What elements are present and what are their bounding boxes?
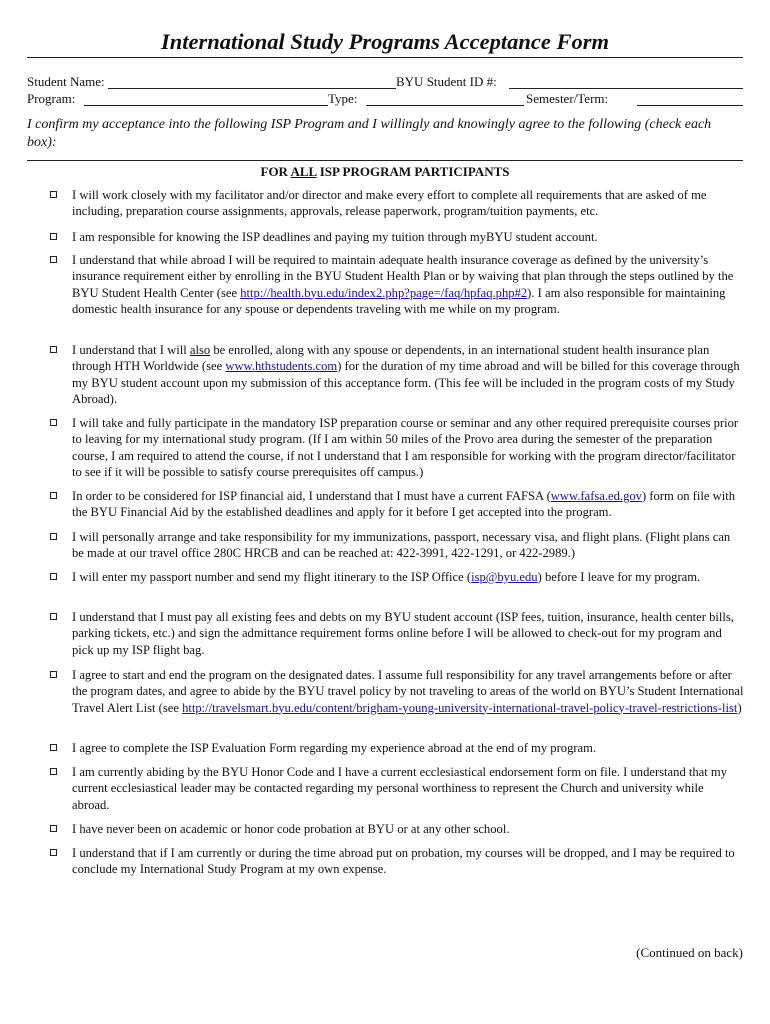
- program-field[interactable]: [84, 91, 328, 106]
- confirm-statement: I confirm my acceptance into the following ISP Program and I willingly and knowingly agree to the following (check each box):: [27, 117, 712, 150]
- agreement-text: [72, 252, 744, 317]
- agreement-checkbox[interactable]: [50, 256, 57, 263]
- agreement-text-segment: I agree to start and end the program on the designated dates. I assume full responsibility for any travel arrangements before or after the program dates, and agree to abide by the BYU travel policy by not traveling to areas of the world on BYU’s Student International Travel Alert List (see: [72, 668, 744, 715]
- agreement-text: [72, 569, 744, 585]
- agreement-text-segment: I will enter my passport number and send my flight itinerary to the ISP Office (: [72, 570, 472, 584]
- agreement-text-segment: I understand that if I am currently or during the time abroad put on probation, my courses will be dropped, and I may be required to conclude my International Study Program at my own expense.: [72, 846, 735, 877]
- agreement-checkbox[interactable]: [50, 825, 57, 832]
- agreement-text-segment: ) form on file with the BYU Financial Aid by the established deadlines and apply for it before I get accepted into the program.: [72, 489, 736, 520]
- agreement-text-segment: I have never been on academic or honor code probation at BYU or at any other school.: [72, 822, 510, 836]
- agreement-text: [72, 229, 744, 245]
- agreement-text-segment: I agree to complete the ISP Evaluation Form regarding my experience abroad at the end of my program.: [72, 741, 597, 755]
- section-divider: [27, 160, 743, 161]
- agreement-checkbox[interactable]: [50, 613, 57, 620]
- agreement-text-segment: In order to be considered for ISP financial aid, I understand that I must have a current FAFSA (: [72, 489, 551, 503]
- agreement-text-segment: ). I am also responsible for maintaining domestic health insurance for any spouse or dependents traveling with me while on my program.: [72, 285, 726, 316]
- agreement-emphasis: also: [189, 343, 211, 357]
- agreement-checkbox[interactable]: [50, 233, 57, 240]
- agreement-text: [72, 764, 744, 813]
- semester-label: Semester/Term:: [526, 91, 609, 106]
- agreement-text-segment: be enrolled, along with any spouse or dependents, in an international student health insurance plan through HTH Worldwide (see: [72, 343, 710, 374]
- agreement-text-segment: ) for the duration of my time abroad and will be billed for this coverage through my BYU student account upon my submission of this acceptance form. (This fee will be included in the program costs of my Study Abroad).: [72, 359, 740, 406]
- agreement-text-segment: I will personally arrange and take responsibility for my immunizations, passport, necessary visa, and flight plans. (Flight plans can be made at our travel office 280C HRCB and can be reached at: 422-3991, 422-1291, or 422-2989.): [72, 530, 731, 561]
- agreement-text-segment: I will take and fully participate in the mandatory ISP preparation course or seminar and any other required prerequisite courses prior to leaving for my international study program. (If I am within 50 miles of the Provo area during the semester of the preparation course, I am required to attend the course, if not I understand that I am responsible for working with the program director/facilitator to see if it will be possible to satisfy course prerequisites off campus.): [72, 416, 739, 479]
- section-heading-underlined: ALL: [290, 164, 317, 179]
- agreement-text-segment: ) before I leave for my program.: [537, 570, 701, 584]
- student-name-label: Student Name:: [27, 74, 105, 89]
- agreement-text: [72, 740, 744, 756]
- agreement-text-segment: I am responsible for knowing the ISP deadlines and paying my tuition through myBYU student account.: [72, 230, 598, 244]
- agreement-text-segment: I understand that I will: [72, 343, 190, 357]
- agreement-link[interactable]: www.hthstudents.com: [225, 359, 338, 374]
- agreement-checkbox[interactable]: [50, 768, 57, 775]
- agreement-checkbox[interactable]: [50, 533, 57, 540]
- agreement-checkbox[interactable]: [50, 744, 57, 751]
- agreement-checkbox[interactable]: [50, 573, 57, 580]
- agreement-checkbox[interactable]: [50, 849, 57, 856]
- form-title: International Study Programs Acceptance Form: [161, 29, 609, 54]
- type-label: Type:: [328, 91, 358, 106]
- section-heading-pre: FOR: [260, 164, 291, 179]
- type-field[interactable]: [366, 91, 524, 106]
- agreement-text-segment: I will work closely with my facilitator and/or director and make every effort to complete all requirements that are asked of me including, preparation course assignments, approvals, release paperwork, program/tuition payments, etc.: [72, 188, 707, 219]
- agreement-checkbox[interactable]: [50, 346, 57, 353]
- agreement-text: [72, 609, 744, 658]
- agreement-text: [72, 415, 744, 480]
- agreement-text: [72, 821, 744, 837]
- section-heading-post: ISP PROGRAM PARTICIPANTS: [316, 164, 510, 179]
- program-label: Program:: [27, 91, 76, 106]
- agreement-checkbox[interactable]: [50, 191, 57, 198]
- semester-field[interactable]: [637, 91, 743, 106]
- student-name-field[interactable]: [108, 74, 396, 89]
- continued-note: (Continued on back): [636, 945, 743, 960]
- section-heading: [27, 164, 743, 180]
- byu-id-field[interactable]: [509, 74, 743, 89]
- agreement-checkbox[interactable]: [50, 419, 57, 426]
- agreement-text: [72, 342, 744, 407]
- agreement-text-segment: I am currently abiding by the BYU Honor Code and I have a current ecclesiastical endorsement form on file. I understand that my current ecclesiastical leader may be contacted regarding my personal worthiness to represent the Church and university while abroad.: [72, 765, 728, 812]
- agreement-text-segment: I understand that while abroad I will be required to maintain adequate health insurance coverage as defined by the university’s insurance requirement either by enrolling in the BYU Student Health Plan or by waiving that plan through the steps outlined by the BYU Student Health Center (see: [72, 253, 734, 300]
- agreement-text: [72, 667, 744, 716]
- agreement-link[interactable]: isp@byu.edu: [471, 570, 538, 584]
- agreement-text-segment: ): [737, 700, 742, 715]
- agreement-link[interactable]: http://travelsmart.byu.edu/content/brigham-young-university-international-travel-policy-travel-restrictions-list: [182, 700, 738, 715]
- agreement-link[interactable]: http://health.byu.edu/index2.php?page=/faq/hpfaq.php#2: [240, 285, 528, 300]
- agreement-link[interactable]: www.fafsa.ed.gov: [550, 489, 642, 503]
- title-divider: [27, 57, 743, 58]
- agreement-checkbox[interactable]: [50, 671, 57, 678]
- byu-id-label: BYU Student ID #:: [396, 74, 497, 89]
- agreement-text: [72, 488, 744, 521]
- agreement-text: [72, 529, 744, 562]
- agreement-text: [72, 845, 744, 878]
- agreement-text: [72, 187, 744, 220]
- agreement-checkbox[interactable]: [50, 492, 57, 499]
- agreement-text-segment: I understand that I must pay all existing fees and debts on my BYU student account (ISP fees, tuition, insurance, health center bills, parking tickets, etc.) and sign the admittance requirement forms online before I will be allowed to check-out for my program and pick up my ISP flight bag.: [72, 610, 734, 657]
